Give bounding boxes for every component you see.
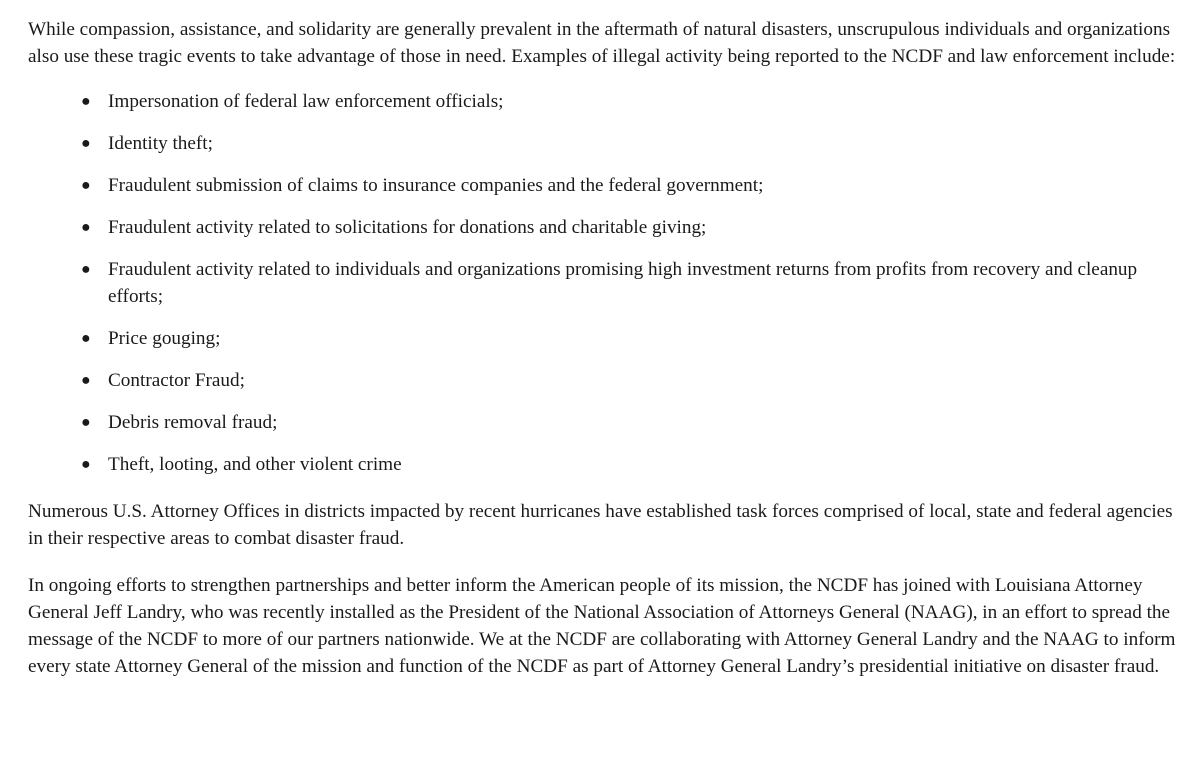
list-item-text: Identity theft; [108,133,213,154]
list-item-text: Contractor Fraud; [108,370,245,391]
list-item [81,451,1186,478]
list-item-text: Fraudulent activity related to solicitations for donations and charitable giving; [108,217,707,238]
bullet-icon: ● [81,330,91,347]
list-item [81,214,1186,241]
list-item [81,409,1186,436]
list-item [81,130,1186,157]
task-force-paragraph: Numerous U.S. Attorney Offices in districts impacted by recent hurricanes have established task forces comprised of local, state and federal agencies in their respective areas to combat disaster fraud. [28,501,1173,549]
list-item [81,325,1186,352]
list-item [81,88,1186,115]
list-item-text: Fraudulent submission of claims to insurance companies and the federal government; [108,175,764,196]
list-item [81,367,1186,394]
list-item-text: Price gouging; [108,328,221,349]
bullet-icon: ● [81,414,91,431]
list-item-text: Fraudulent activity related to individuals and organizations promising high investment returns from profits from recovery and cleanup efforts; [108,259,1138,307]
list-item-text: Impersonation of federal law enforcement officials; [108,91,504,112]
list-item [81,256,1186,310]
list-item-text: Debris removal fraud; [108,412,278,433]
fraud-examples-list [28,88,1186,478]
partnership-paragraph: In ongoing efforts to strengthen partnerships and better inform the American people of its mission, the NCDF has joined with Louisiana Attorney General Jeff Landry, who was recently installed as the President of the National Association of Attorneys General (NAAG), in an effort to spread the message of the NCDF to more of our partners nationwide. We at the NCDF are collaborating with Attorney General Landry and the NAAG to inform every state Attorney General of the mission and function of the NCDF as part of Attorney General Landry’s presidential initiative on disaster fraud. [28,575,1176,677]
bullet-icon: ● [81,456,91,473]
bullet-icon: ● [81,372,91,389]
intro-paragraph: While compassion, assistance, and solidarity are generally prevalent in the aftermath of natural disasters, unscrupulous individuals and organizations also use these tragic events to take advantage of those in need. Examples of illegal activity being reported to the NCDF and law enforcement include: [28,19,1176,67]
bullet-icon: ● [81,177,91,194]
bullet-icon: ● [81,219,91,236]
list-item [81,172,1186,199]
list-item-text: Theft, looting, and other violent crime [108,454,402,475]
bullet-icon: ● [81,261,91,278]
bullet-icon: ● [81,93,91,110]
bullet-icon: ● [81,135,91,152]
